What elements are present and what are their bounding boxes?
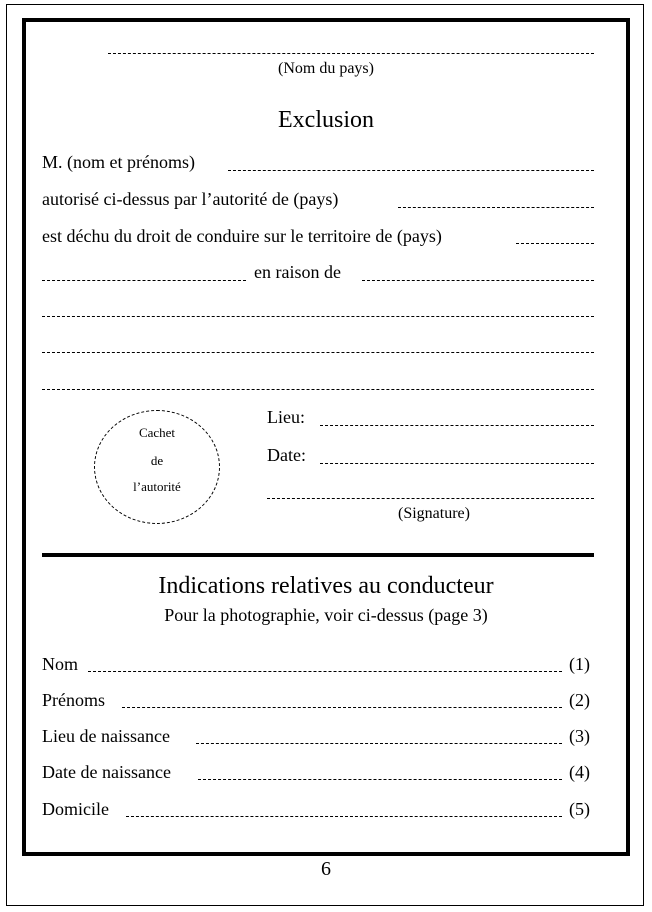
place-label: Lieu: (267, 407, 305, 427)
field-line-first-names[interactable] (122, 707, 562, 708)
field-number-3: (3) (569, 726, 590, 746)
field-line-birth-place[interactable] (196, 743, 562, 744)
stamp-text-line-2: de (150, 453, 164, 468)
revoked-label: est déchu du droit de conduire sur le territoire de (pays) (42, 226, 442, 246)
signature-caption: (Signature) (398, 505, 470, 522)
reason-extra-line-1[interactable] (42, 316, 594, 317)
field-number-1: (1) (569, 654, 590, 674)
field-label-birth-place: Lieu de naissance (42, 726, 170, 746)
exclusion-title: Exclusion (278, 107, 374, 133)
date-label: Date: (267, 445, 306, 465)
field-label-first-names: Prénoms (42, 690, 105, 710)
authorized-label: autorisé ci-dessus par l’autorité de (pays) (42, 189, 339, 209)
field-line-last-name[interactable] (88, 671, 562, 672)
field-number-4: (4) (569, 762, 590, 782)
reason-field-line[interactable] (362, 280, 594, 281)
country-caption: (Nom du pays) (278, 60, 374, 77)
reason-label: en raison de (254, 262, 341, 282)
stamp-text-line-3: l’autorité (133, 479, 181, 494)
field-line-birth-date[interactable] (198, 779, 562, 780)
reason-extra-line-2[interactable] (42, 352, 594, 353)
territory-country-line[interactable] (516, 243, 594, 244)
field-label-last-name: Nom (42, 654, 78, 674)
field-line-residence[interactable] (126, 816, 562, 817)
signature-line[interactable] (267, 498, 594, 499)
field-number-2: (2) (569, 690, 590, 710)
page-number: 6 (321, 858, 331, 880)
place-field-line[interactable] (320, 425, 594, 426)
authority-stamp-circle (94, 410, 220, 524)
name-label: M. (nom et prénoms) (42, 152, 195, 172)
field-label-birth-date: Date de naissance (42, 762, 171, 782)
stamp-text-line-1: Cachet (138, 425, 176, 440)
section-divider (42, 553, 594, 557)
country-name-line[interactable] (108, 53, 594, 54)
name-field-line[interactable] (228, 170, 594, 171)
reason-extra-line-3[interactable] (42, 389, 594, 390)
field-number-5: (5) (569, 799, 590, 819)
date-field-line[interactable] (320, 463, 594, 464)
authority-country-line[interactable] (398, 207, 594, 208)
territory-continuation-line[interactable] (42, 280, 246, 281)
field-label-residence: Domicile (42, 799, 109, 819)
driver-section-subtitle: Pour la photographie, voir ci-dessus (page 3) (164, 605, 488, 625)
driver-section-title: Indications relatives au conducteur (158, 573, 494, 599)
